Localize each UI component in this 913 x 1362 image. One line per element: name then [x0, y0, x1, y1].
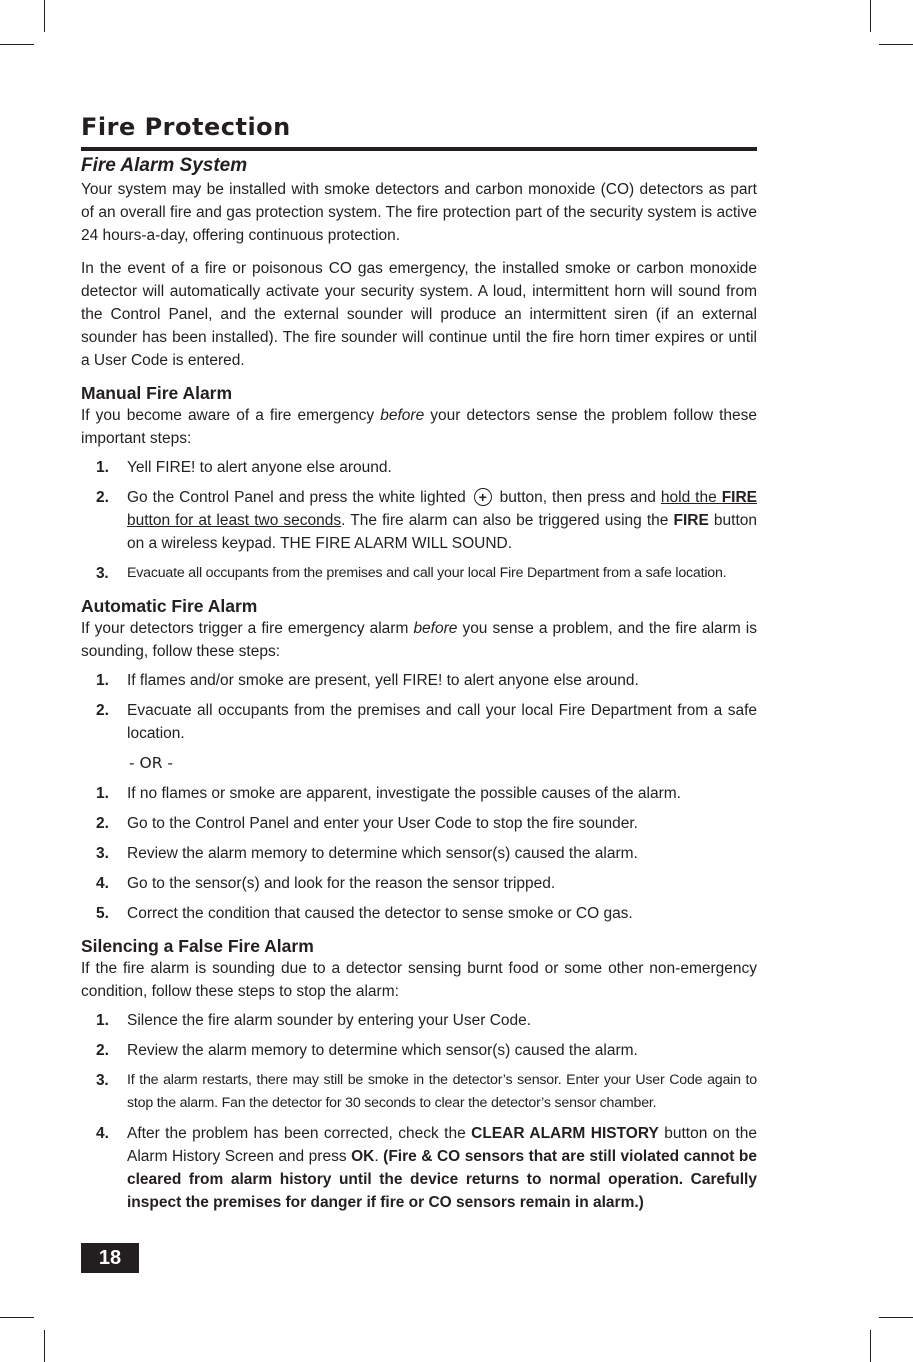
crop-mark: [879, 44, 913, 45]
automatic-steps-list-b: [81, 782, 757, 925]
list-item: 4. Go to the sensor(s) and look for the reason the sensor tripped.: [96, 875, 556, 892]
list-item: 1. Yell FIRE! to alert anyone else around.: [96, 459, 392, 476]
list-item: 3. Evacuate all occupants from the premises and call your local Fire Department from a safe location.: [96, 565, 727, 582]
section-heading-fire-alarm-system: Fire Alarm System: [81, 155, 248, 176]
paragraph: If you become aware of a fire emergency before your detectors sense the problem follow these important steps:: [81, 407, 757, 447]
crop-mark: [870, 0, 871, 32]
paragraph: Your system may be installed with smoke detectors and carbon monoxide (CO) detectors as part of an overall fire and gas protection system. The fire protection part of the security system is active 24 hours-a-day, offering continuous protection.: [81, 181, 757, 244]
crop-mark: [44, 0, 45, 32]
crop-mark: [44, 1330, 45, 1362]
crop-mark: [879, 1317, 913, 1318]
manual-steps-list: [81, 456, 757, 585]
crop-mark: [0, 44, 34, 45]
list-item: 2. Go the Control Panel and press the white lighted + button, then press and hold the FIRE button for at least two seconds. The fire alarm can also be triggered using the FIRE button on a wireless keypad. THE FIRE ALARM WILL SOUND.: [81, 486, 757, 555]
or-separator: - OR -: [129, 754, 174, 772]
paragraph: If the fire alarm is sounding due to a detector sensing burnt food or some other non-emergency condition, follow these steps to stop the alarm:: [81, 960, 757, 1000]
list-item: 2. Evacuate all occupants from the premises and call your local Fire Department from a safe location.: [96, 702, 757, 742]
page-title: Fire Protection: [81, 112, 757, 151]
page-number: 18: [81, 1243, 139, 1273]
automatic-steps-list-a: [81, 669, 757, 745]
list-item: 4. After the problem has been corrected, check the CLEAR ALARM HISTORY button on the Alarm History Screen and press OK. (Fire & CO sensors that are still violated cannot be cleared from alarm history until the device returns to normal operation. Carefully inspect the premises for danger if fire or CO sensors remain in alarm.): [96, 1125, 758, 1211]
paragraph: In the event of a fire or poisonous CO gas emergency, the installed smoke or carbon monoxide detector will automatically activate your security system. A loud, intermittent horn will sound from the Control Panel, and the external sounder will produce an intermittent siren (if an external sounder has been installed). The fire sounder will continue until the fire horn timer expires or until a User Code is entered.: [81, 260, 757, 369]
paragraph: If your detectors trigger a fire emergency alarm before you sense a problem, and the fire alarm is sounding, follow these steps:: [81, 620, 757, 660]
list-item: 3. If the alarm restarts, there may still be smoke in the detector’s sensor. Enter your User Code again to stop the alarm. Fan the detector for 30 seconds to clear the detector’s sensor chamber.: [96, 1072, 757, 1111]
list-item: 1. Silence the fire alarm sounder by entering your User Code.: [96, 1012, 532, 1029]
plus-circle-icon: [474, 488, 492, 506]
section-heading-silencing-false-alarm: Silencing a False Fire Alarm: [81, 936, 314, 956]
section-heading-automatic-fire-alarm: Automatic Fire Alarm: [81, 596, 258, 616]
list-item: 2. Go to the Control Panel and enter your User Code to stop the fire sounder.: [96, 815, 638, 832]
list-item: 1. If no flames or smoke are apparent, investigate the possible causes of the alarm.: [96, 785, 681, 802]
list-item: 3. Review the alarm memory to determine which sensor(s) caused the alarm.: [96, 845, 638, 862]
crop-mark: [870, 1330, 871, 1362]
list-item: 5. Correct the condition that caused the detector to sense smoke or CO gas.: [96, 905, 633, 922]
section-heading-manual-fire-alarm: Manual Fire Alarm: [81, 383, 233, 403]
list-item: 1. If flames and/or smoke are present, yell FIRE! to alert anyone else around.: [96, 672, 639, 689]
silencing-steps-list: [81, 1009, 757, 1214]
list-item: 2. Review the alarm memory to determine which sensor(s) caused the alarm.: [96, 1042, 638, 1059]
crop-mark: [0, 1317, 34, 1318]
page-content: [81, 112, 757, 1221]
